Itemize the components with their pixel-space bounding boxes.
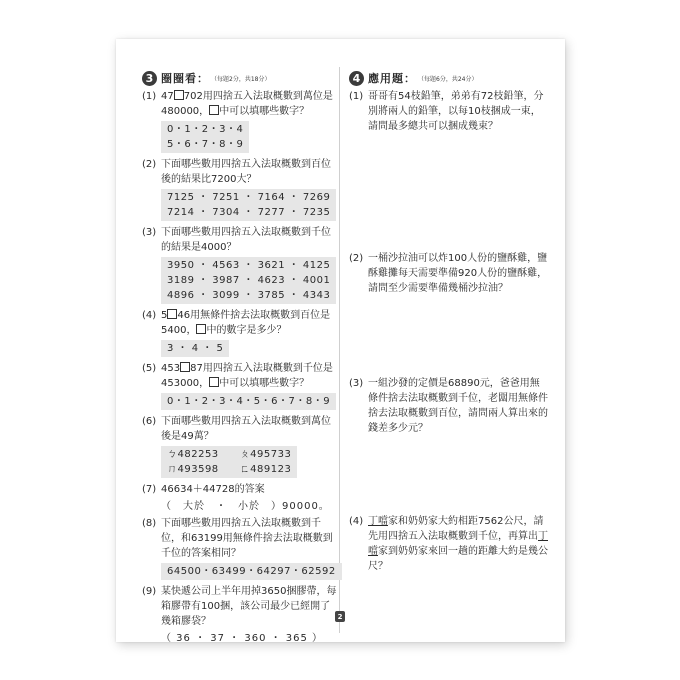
question-4-4: (4) 丁噹家和奶奶家大約相距7562公尺，請先用四捨五入法取概數到千位，再算出丁噹家到奶奶家來回一趟的距離大約是幾公尺？ <box>349 516 548 572</box>
question-3-2: (2) 下面哪些數用四捨五入法取概數到百位後的結果比7200大？ 7125 ・ 7251 ・ 7164 ・ 7269 7214 ・ 7304 ・ 7277 ・ 7235 <box>142 157 338 224</box>
blank-box-icon <box>209 105 219 115</box>
choice-row[interactable]: 64500・63499・64297・62592 <box>167 566 336 577</box>
choice-row[interactable]: 5・6・7・8・9 <box>167 139 244 150</box>
choice-row[interactable]: 0・1・2・3・4・5・6・7・8・9 <box>167 396 331 407</box>
section-title: 應用題： <box>368 72 416 85</box>
question-3-9: (9) 某快遞公司上半年用掉3650捆膠帶，每箱膠帶有100捆，該公司最少已經開了幾箱膠袋？ （ 36 ・ 37 ・ 360 ・ 365 ） <box>142 586 337 644</box>
answer-options[interactable]: （ 大於 ・ 小於 ）90000。 <box>161 501 330 512</box>
choice-row[interactable]: ㄇ493598 ㄈ489123 <box>167 464 292 475</box>
question-4-1: (1) 哥哥有54枝鉛筆，弟弟有72枝鉛筆，分別將兩人的鉛筆，以每10枝捆成一束，請問最多總共可以捆成幾束？ <box>349 91 544 132</box>
choice-row[interactable]: 7125 ・ 7251 ・ 7164 ・ 7269 <box>167 192 331 203</box>
question-4-3: (3) 一組沙發的定價是68890元，爸爸用無條件捨去法取概數到千位，老闆用無條件捨去法取概數到百位，請問兩人算出來的錢差多少元？ <box>349 378 548 434</box>
choice-box <box>161 121 249 153</box>
choice-box <box>161 393 336 410</box>
blank-box-icon <box>196 324 206 334</box>
section-3-column <box>142 70 338 648</box>
worksheet-page <box>116 39 565 642</box>
choice-box <box>161 446 297 478</box>
question-4-2: (2) 一桶沙拉油可以炸100人份的鹽酥雞，鹽酥雞攤每天需要準備920人份的鹽酥雞，請問至少需要準備幾桶沙拉油？ <box>349 253 548 294</box>
section-score-note: （每題2分，共18分） <box>211 75 271 83</box>
section-4-column <box>349 70 549 630</box>
section-score-note: （每題6分，共24分） <box>418 75 478 83</box>
blank-box-icon <box>167 309 177 319</box>
section-3-header <box>142 70 338 86</box>
question-3-4: (4) 5 46用無條件捨去法取概數到百位是5400， 中的數字是多少？ 3 ・ 4 ・ 5 <box>142 308 338 360</box>
choice-row[interactable]: 3189 ・ 3987 ・ 4623 ・ 4001 <box>167 275 331 286</box>
section-title: 圈圈看： <box>161 72 209 85</box>
choice-row[interactable]: 7214 ・ 7304 ・ 7277 ・ 7235 <box>167 207 331 218</box>
choice-box <box>161 189 336 221</box>
blank-box-icon <box>209 377 219 387</box>
question-3-5: (5) 453 87用四捨五入法取概數到千位是453000， 中可以填哪些數字？ 0・1・2・3・4・5・6・7・8・9 <box>142 361 338 413</box>
choice-row[interactable]: 3950 ・ 4563 ・ 3621 ・ 4125 <box>167 260 331 271</box>
choice-row[interactable]: 4896 ・ 3099 ・ 3785 ・ 4343 <box>167 290 331 301</box>
choice-row[interactable]: 3 ・ 4 ・ 5 <box>167 343 224 354</box>
choice-box <box>161 563 342 580</box>
question-3-8: (8) 下面哪些數用四捨五入法取概數到千位，和63199用無條件捨去法取概數到千位的答案相同？ 64500・63499・64297・62592 <box>142 516 338 583</box>
blank-box-icon <box>174 90 184 100</box>
section-number-badge: 4 <box>349 71 364 86</box>
question-3-6: (6) 下面哪些數用四捨五入法取概數到萬位後是49萬？ ㄅ482253 ㄆ495733 ㄇ493598 ㄈ489123 <box>142 414 338 481</box>
choice-box <box>161 340 229 357</box>
question-3-7: (7) 46634＋44728的答案 （ 大於 ・ 小於 ）90000。 <box>142 482 338 514</box>
question-3-3: (3) 下面哪些數用四捨五入法取概數到千位的結果是4000？ 3950 ・ 4563 ・ 3621 ・ 4125 3189 ・ 3987 ・ 4623 ・ 4001 4896 ・ 3099 ・ 3785 ・ 4343 <box>142 225 338 307</box>
question-3-1: (1) 47 702用四捨五入法取概數到萬位是480000， 中可以填哪些數字？ 0・1・2・3・4 5・6・7・8・9 <box>142 89 338 156</box>
choice-row[interactable]: 0・1・2・3・4 <box>167 124 244 135</box>
answer-options[interactable]: （ 36 ・ 37 ・ 360 ・ 365 ） <box>161 633 324 644</box>
section-4-header <box>349 70 549 86</box>
blank-box-icon <box>180 362 190 372</box>
choice-box <box>161 257 336 304</box>
column-divider <box>339 67 340 633</box>
section-number-badge: 3 <box>142 71 157 86</box>
page-number: 2 <box>335 611 345 622</box>
choice-row[interactable]: ㄅ482253 ㄆ495733 <box>167 449 292 460</box>
